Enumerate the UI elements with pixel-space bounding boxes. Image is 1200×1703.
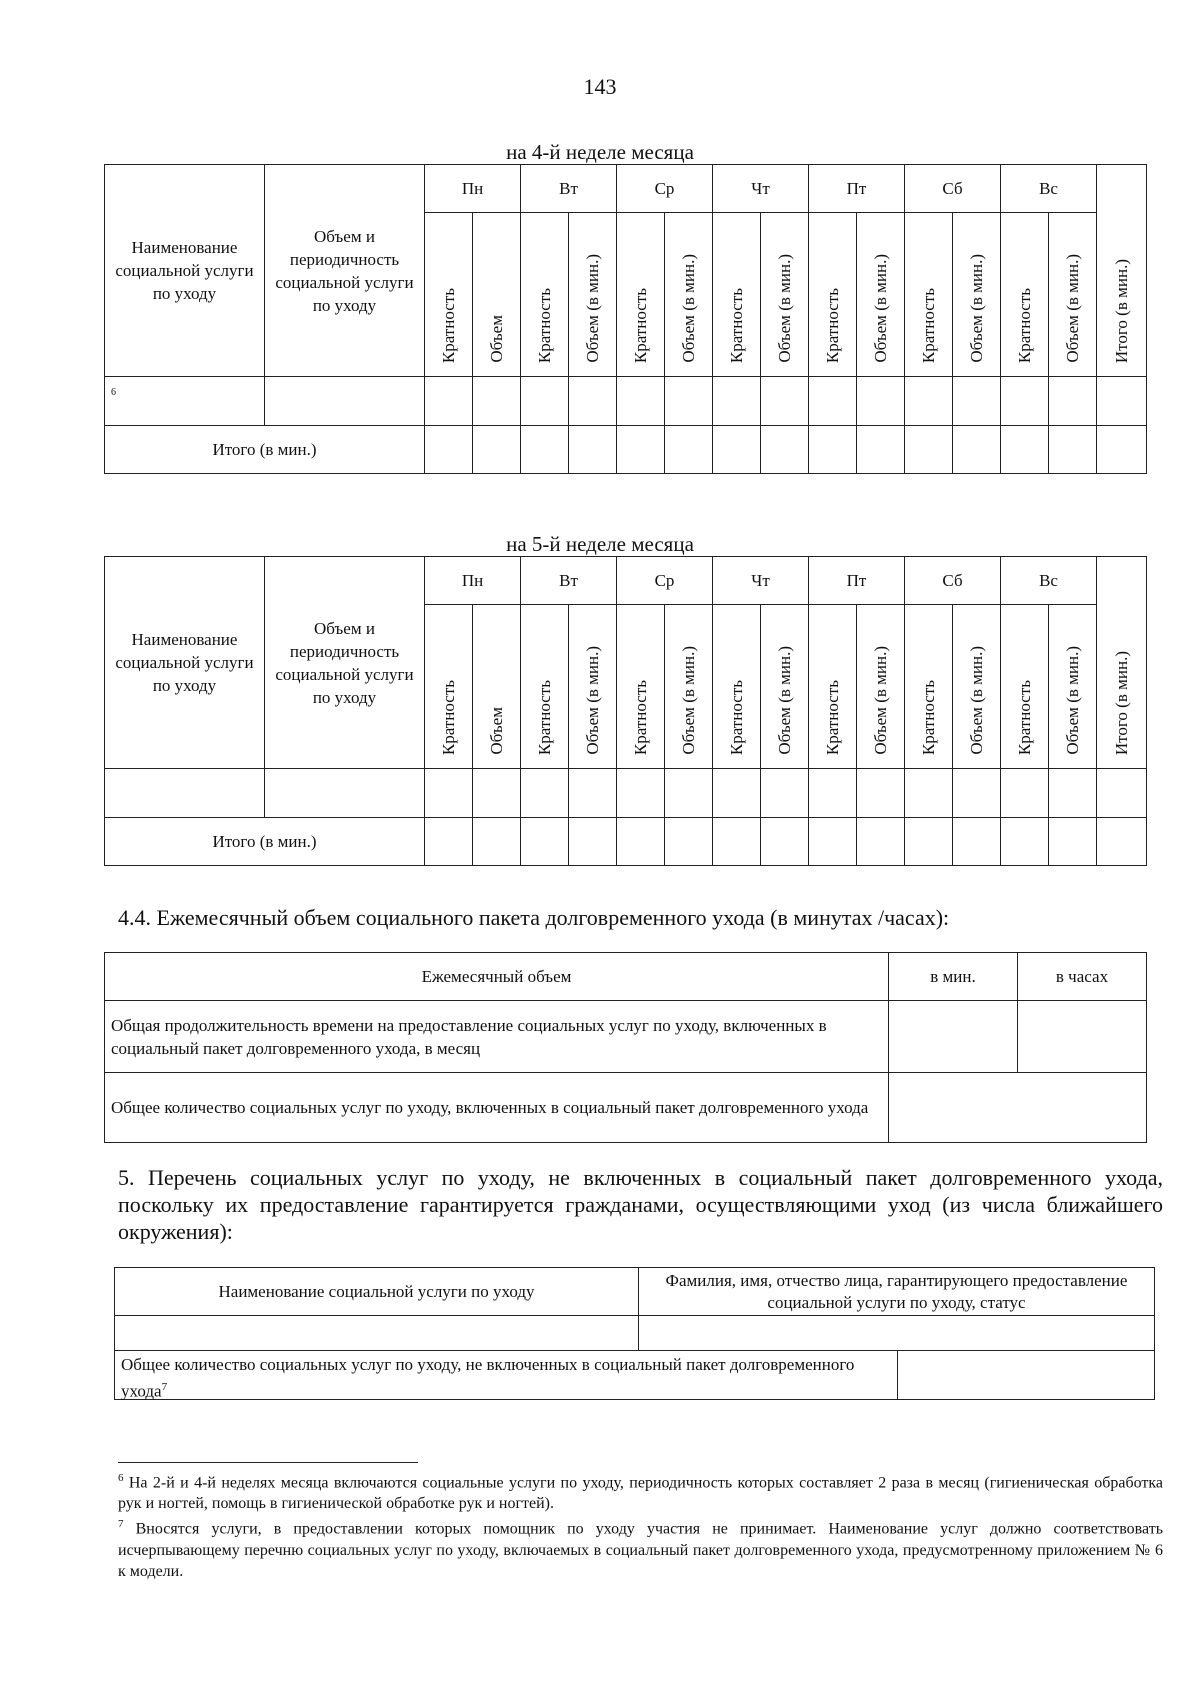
table-row: [115, 1316, 1155, 1351]
table-row: [105, 1001, 1147, 1073]
sub-kratnost: Кратность: [521, 213, 569, 377]
day-wed: Ср: [617, 165, 713, 213]
monthly-volume-table: [104, 952, 1147, 1143]
day-sun: Вс: [1001, 557, 1097, 605]
sub-obem: Объем: [473, 605, 521, 769]
sub-obem: Объем: [473, 213, 521, 377]
sub-obem-min: Объем (в мин.): [1049, 605, 1097, 769]
section-5-text: 5. Перечень социальных услуг по уходу, не включенных в социальный пакет долговременного ухода, поскольку их предоставление гарантируется гражданами, осуществляющими уход (из числа ближайшего окружения):: [118, 1165, 1163, 1244]
col-service-name: Наименование социальной услуги по уходу: [105, 557, 265, 769]
total-row-label: Итого (в мин.): [105, 818, 425, 866]
row-total-duration: Общая продолжительность времени на предоставление социальных услуг по уходу, включенных в социальный пакет долговременного ухода, в месяц: [105, 1001, 889, 1073]
table-row: [105, 1073, 1147, 1143]
col-minutes: в мин.: [889, 953, 1018, 1001]
sub-obem-min: Объем (в мин.): [569, 213, 617, 377]
col-monthly-volume: Ежемесячный объем: [105, 953, 889, 1001]
sub-kratnost: Кратность: [713, 605, 761, 769]
footnote-mark-7: 7: [161, 1381, 168, 1393]
col-total: Итого (в мин.): [1097, 165, 1147, 377]
sub-kratnost: Кратность: [713, 213, 761, 377]
sub-kratnost: Кратность: [809, 213, 857, 377]
week4-title: на 4-й неделе месяца: [506, 140, 694, 164]
excluded-total-label: Общее количество социальных услуг по уходу, не включенных в социальный пакет долговременного ухода$^7$: [115, 1351, 898, 1399]
day-sat: Сб: [905, 557, 1001, 605]
total-row: [105, 426, 1147, 474]
footnote-6: $^6$ На 2-й и 4-й неделях месяца включаются социальные услуги по уходу, периодичность которых составляет 2 раза в месяц (гигиеническая обработка рук и ногтей, помощь в гигиенической обработке рук и ногтей).: [118, 1472, 1164, 1513]
sub-kratnost: Кратность: [1001, 605, 1049, 769]
excluded-services-table: [114, 1267, 1155, 1400]
sub-kratnost: Кратность: [617, 605, 665, 769]
sub-kratnost: Кратность: [1001, 213, 1049, 377]
row-total-count: Общее количество социальных услуг по уходу, включенных в социальный пакет долговременного ухода: [105, 1073, 889, 1143]
sub-obem-min: Объем (в мин.): [1049, 213, 1097, 377]
sub-obem-min: Объем (в мин.): [569, 605, 617, 769]
sub-kratnost: Кратность: [905, 605, 953, 769]
total-row: [105, 818, 1147, 866]
table-row: [105, 769, 1147, 818]
col-total: Итого (в мин.): [1097, 557, 1147, 769]
table-row: [105, 377, 1147, 426]
footnote-mark-6: 6: [105, 377, 265, 426]
col-service-name: Наименование социальной услуги по уходу: [105, 165, 265, 377]
footnote-7: $^7$ Вносятся услуги, в предоставлении которых помощник по уходу участия не принимает. Наименование услуг должно соответствовать исчерпывающему перечню социальных услуг по уходу, включаемых в социальный пакет долговременного ухода, предусмотренному приложением № 6 к модели.: [118, 1518, 1163, 1580]
day-thu: Чт: [713, 165, 809, 213]
footnote-divider: [118, 1462, 418, 1463]
sub-obem-min: Объем (в мин.): [953, 213, 1001, 377]
sub-kratnost: Кратность: [425, 605, 473, 769]
sub-obem-min: Объем (в мин.): [953, 605, 1001, 769]
footnotes: [118, 1468, 1163, 1582]
week4-schedule-table: [104, 164, 1147, 474]
sub-obem-min: Объем (в мин.): [857, 213, 905, 377]
page-number: 143: [583, 74, 617, 99]
sub-kratnost: Кратность: [425, 213, 473, 377]
table-cell: [105, 769, 265, 818]
sub-obem-min: Объем (в мин.): [761, 605, 809, 769]
day-tue: Вт: [521, 557, 617, 605]
sub-kratnost: Кратность: [905, 213, 953, 377]
day-mon: Пн: [425, 165, 521, 213]
table-cell: [265, 377, 425, 426]
day-sat: Сб: [905, 165, 1001, 213]
day-fri: Пт: [809, 557, 905, 605]
day-sun: Вс: [1001, 165, 1097, 213]
col-guarantor: Фамилия, имя, отчество лица, гарантирующего предоставление социальной услуги по уходу, статус: [639, 1268, 1155, 1316]
table-cell: [265, 769, 425, 818]
day-fri: Пт: [809, 165, 905, 213]
col-service-volume: Объем и периодичность социальной услуги по уходу: [265, 557, 425, 769]
day-mon: Пн: [425, 557, 521, 605]
week5-title: на 5-й неделе месяца: [506, 532, 694, 556]
sub-obem-min: Объем (в мин.): [857, 605, 905, 769]
sub-kratnost: Кратность: [617, 213, 665, 377]
col-service-name: Наименование социальной услуги по уходу: [115, 1268, 639, 1316]
total-row-label: Итого (в мин.): [105, 426, 425, 474]
week5-schedule-table: [104, 556, 1147, 866]
section-4-4-heading: 4.4. Ежемесячный объем социального пакета долговременного ухода (в минутах /часах):: [118, 905, 950, 930]
day-wed: Ср: [617, 557, 713, 605]
sub-obem-min: Объем (в мин.): [665, 605, 713, 769]
day-thu: Чт: [713, 557, 809, 605]
sub-obem-min: Объем (в мин.): [761, 213, 809, 377]
col-service-volume: Объем и периодичность социальной услуги по уходу: [265, 165, 425, 377]
sub-kratnost: Кратность: [809, 605, 857, 769]
day-tue: Вт: [521, 165, 617, 213]
sub-kratnost: Кратность: [521, 605, 569, 769]
total-row: [115, 1351, 1155, 1400]
sub-obem-min: Объем (в мин.): [665, 213, 713, 377]
col-hours: в часах: [1018, 953, 1147, 1001]
